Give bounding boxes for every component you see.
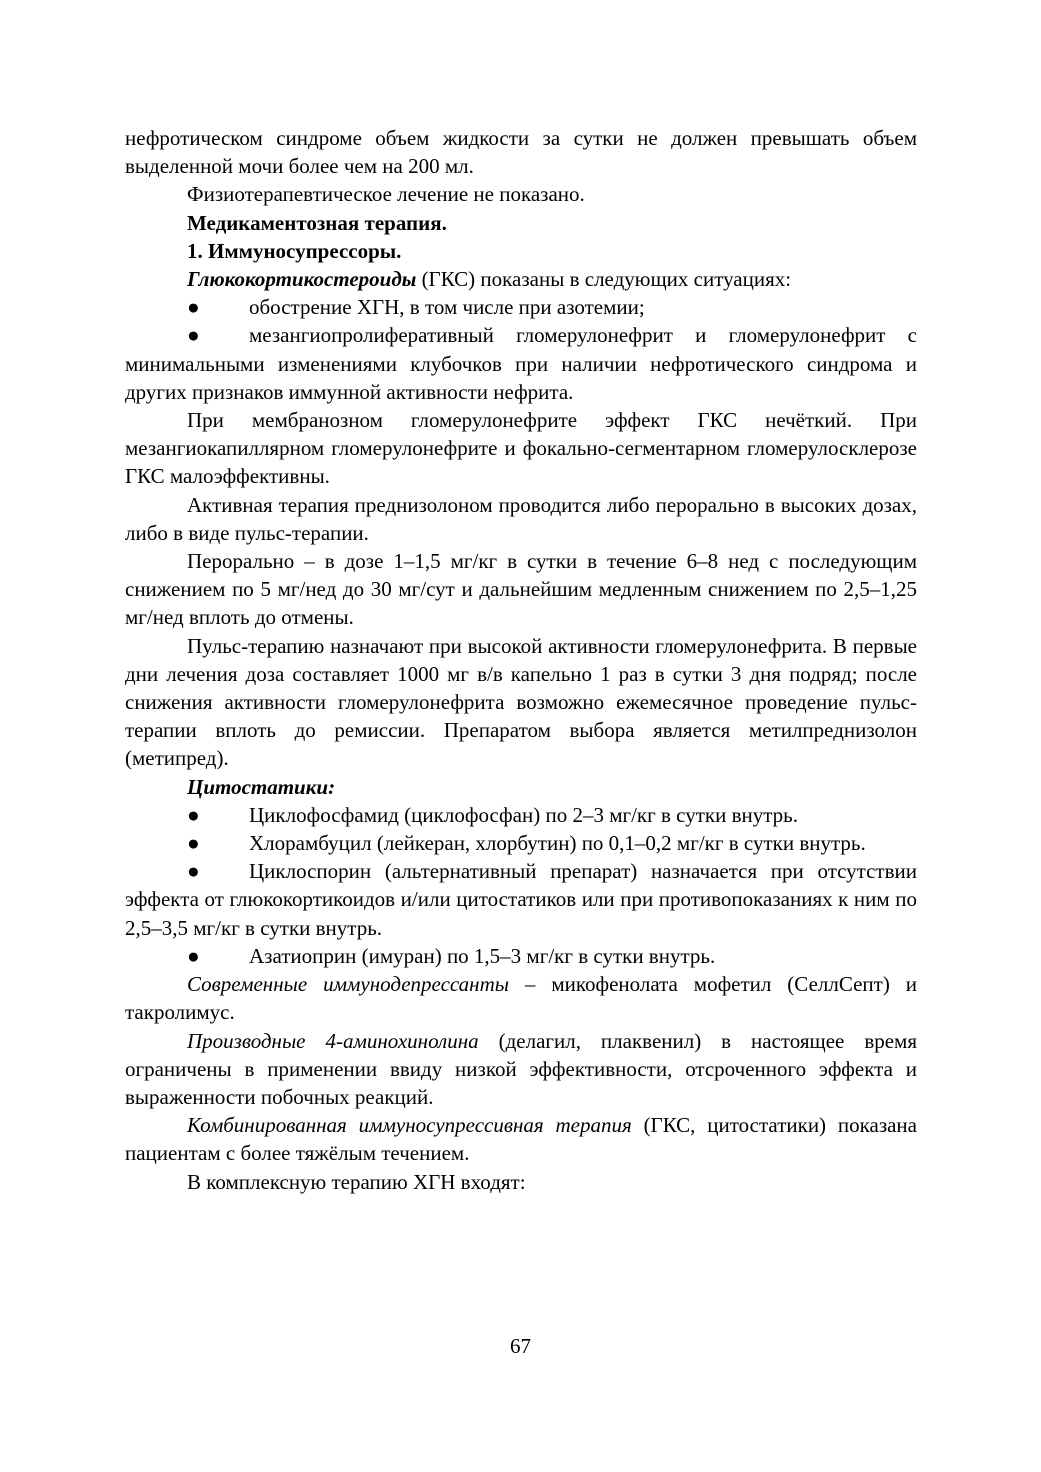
aminoquinoline-text: (делагил, плаквенил) в настоящее время ограничены в применении ввиду низкой эффективности, отсроченного эффекта и выраженности побочных реакций. xyxy=(125,1028,918,1109)
paragraph-intro: нефротическом синдроме объем жидкости за сутки не должен превышать объем выделенной мочи более чем на 200 мл. xyxy=(125,126,917,179)
list-item-text: Азатиоприн (имуран) по 1,5–3 мг/кг в сутки внутрь. xyxy=(249,943,716,968)
bullet-icon: ● xyxy=(187,859,200,884)
list-item xyxy=(125,829,917,857)
list-item xyxy=(125,942,917,970)
heading-cytostatics: Цитостатики: xyxy=(187,774,336,799)
paragraph-active-therapy: Активная терапия преднизолоном проводится либо перорально в высоких дозах, либо в виде пульс-терапии. xyxy=(125,492,917,545)
list-item xyxy=(125,857,917,942)
list-item xyxy=(125,801,917,829)
bullet-icon: ● xyxy=(187,943,200,968)
page-content xyxy=(125,124,917,1196)
list-item-text: мезангиопролиферативный гломерулонефрит и гломерулонефрит с минимальными изменениями клубочков при наличии нефротического синдрома и других признаков иммунной активности нефрита. xyxy=(125,323,917,404)
paragraph-physiotherapy: Физиотерапевтическое лечение не показано. xyxy=(187,182,585,207)
paragraph-complex-therapy: В комплексную терапию ХГН входят: xyxy=(187,1169,526,1194)
term-aminoquinoline: Производные 4-аминохинолина xyxy=(187,1028,479,1053)
paragraph-modern-immunosuppressants xyxy=(125,970,917,1026)
list-item-text: Циклофосфамид (циклофосфан) по 2–3 мг/кг в сутки внутрь. xyxy=(249,802,798,827)
modern-immunosuppressants-text: – микофенолата мофетил (СеллСепт) и такролимус. xyxy=(125,972,917,1025)
list-item xyxy=(125,321,917,406)
page-number: 67 xyxy=(510,1334,531,1358)
glucocorticoids-text: (ГКС) показаны в следующих ситуациях: xyxy=(416,267,792,292)
bullet-icon: ● xyxy=(187,295,200,320)
list-item xyxy=(125,293,917,321)
paragraph-pulse-therapy: Пульс-терапию назначают при высокой активности гломерулонефрита. В первые дни лечения доза составляет 1000 мг в/в капельно 1 раз в сутки 3 дня подряд; после снижения активности гломерулонефрита возможно ежемесячное проведение пульс-терапии вплоть до ремиссии. Препаратом выбора является метилпреднизолон (метипред). xyxy=(125,633,917,771)
heading-medication-therapy: Медикаментозная терапия. xyxy=(187,210,447,235)
heading-immunosuppressants: 1. Иммуносупрессоры. xyxy=(187,238,402,263)
list-item-text: Циклоспорин (альтернативный препарат) назначается при отсутствии эффекта от глюкокортикоидов и/или цитостатиков или при противопоказаниях к ним по 2,5–3,5 мг/кг в сутки внутрь. xyxy=(125,859,917,940)
paragraph-membranous: При мембранозном гломерулонефрите эффект ГКС нечёткий. При мезангиокапиллярном гломерулонефрите и фокально-сегментарном гломерулосклерозе ГКС малоэффективны. xyxy=(125,408,917,489)
bullet-icon: ● xyxy=(187,802,200,827)
paragraph-glucocorticoids xyxy=(125,265,917,293)
term-combined-therapy: Комбинированная иммуносупрессивная терапия xyxy=(187,1113,632,1138)
paragraph-combined-therapy xyxy=(125,1111,917,1167)
combined-therapy-text: (ГКС, цитостатики) показана пациентам с более тяжёлым течением. xyxy=(125,1113,917,1166)
list-item-text: обострение ХГН, в том числе при азотемии; xyxy=(249,295,645,320)
list-item-text: Хлорамбуцил (лейкеран, хлорбутин) по 0,1–0,2 мг/кг в сутки внутрь. xyxy=(249,831,866,856)
term-modern-immunosuppressants: Современные иммунодепрессанты xyxy=(187,972,509,997)
term-glucocorticoids: Глюкокортикостероиды xyxy=(187,267,417,292)
bullet-icon: ● xyxy=(187,831,200,856)
paragraph-aminoquinoline xyxy=(125,1027,917,1112)
bullet-icon: ● xyxy=(187,323,200,348)
paragraph-oral-dosing: Перорально – в дозе 1–1,5 мг/кг в сутки в течение 6–8 нед с последующим снижением по 5 мг/нед до 30 мг/сут и дальнейшим медленным снижением по 2,5–1,25 мг/нед вплоть до отмены. xyxy=(125,549,917,630)
